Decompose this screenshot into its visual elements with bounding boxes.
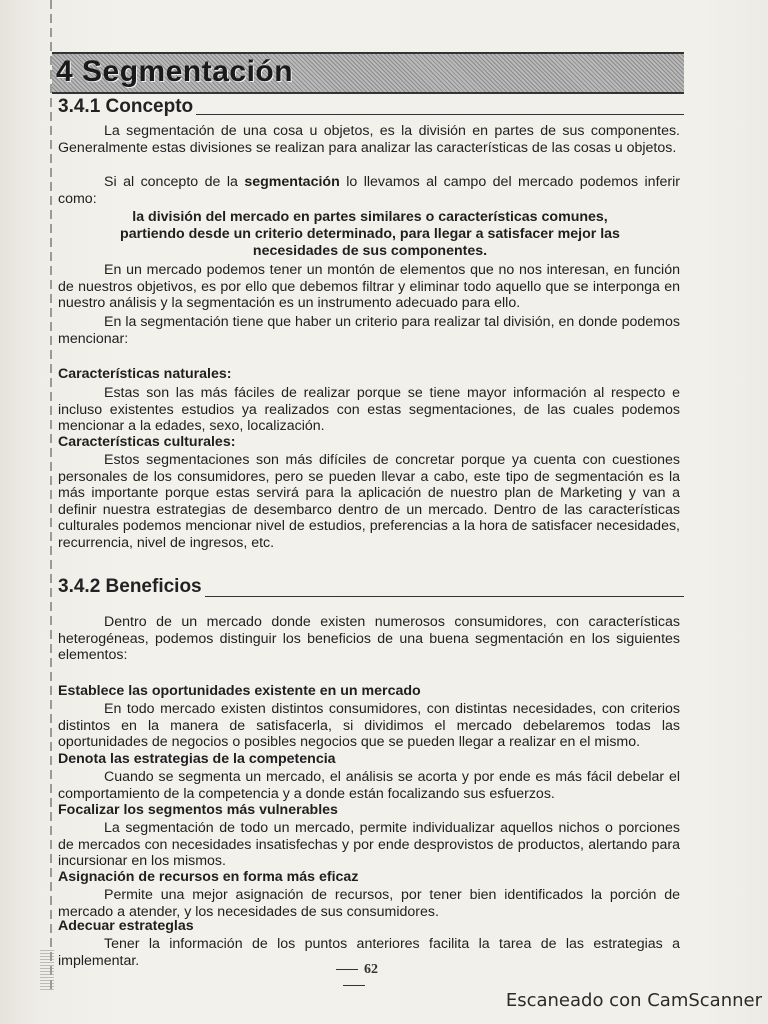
keyword-segmentacion: segmentación (244, 174, 340, 190)
paragraph-adecuar-estrategias: Tener la información de los puntos anteriores facilita la tarea de las estrategias a implementar. (58, 936, 680, 969)
subheading-segmentos-vulnerables: Focalizar los segmentos más vulnerables (58, 802, 338, 818)
section-heading-concepto: 3.4.1 Concepto (58, 96, 194, 117)
subheading-asignacion-recursos: Asignación de recursos en forma más eficaz (58, 869, 359, 885)
section-rule (205, 596, 684, 597)
margin-line (50, 0, 52, 990)
paragraph-beneficios-intro: Dentro de un mercado donde existen numerosos consumidores, con características heterogéneas, podemos distinguir los beneficios de una buena segmentación en los siguientes elementos: (58, 614, 680, 664)
paragraph-asignacion-recursos: Permite una mejor asignación de recursos, por tener bien identificados la porción de mercado a atender, y los necesidades de sus consumidores. (58, 887, 680, 920)
paragraph-segmentos-vulnerables: La segmentación de todo un mercado, permite individualizar aquellos nichos o porciones de mercados con necesidades insatisfechas y por ende desprovistos de productos, alertando para incursionar en los mismos. (58, 820, 680, 870)
paragraph-concepto-3: En un mercado podemos tener un montón de elementos que no nos interesan, en función de nuestros objetivos, es por ello que debemos filtrar y eliminar todo aquello que se interponga en nuestro análisis y la segmentación es un instrumento adecuado para ello. (58, 262, 680, 312)
subheading-adecuar-estrategias: Adecuar estrateglas (58, 918, 194, 934)
paragraph-concepto-1: La segmentación de una cosa u objetos, es la división en partes de sus componentes. Generalmente estas divisiones se realizan para analizar las características de las cosas u objetos. (58, 123, 680, 156)
section-heading-beneficios: 3.4.2 Beneficios (58, 576, 202, 597)
chapter-banner (52, 52, 684, 94)
paragraph-concepto-4: En la segmentación tiene que haber un criterio para realizar tal división, en donde podemos mencionar: (58, 314, 680, 347)
paragraph-culturales: Estos segmentaciones son más difíciles de concretar porque ya cuenta con cuestiones personales de los consumidores, pero se pueden llevar a cabo, este tipo de segmentación es la más importante porque estas servirá para la aplicación de nuestro plan de Marketing y van a definir nuestra estrategias de desembarco dentro de un mercado. Dentro de las características culturales podemos mencionar nivel de estudios, preferencias a la hora de satisfacer necesidades, recurrencia, nivel de ingresos, etc. (58, 452, 680, 551)
paragraph-text: Si al concepto de la (104, 174, 245, 190)
definition-text: la división del mercado en partes similares o características comunes, partiendo desde un criterio determinado, para llegar a satisfacer mejor las necesidades de sus componentes. (120, 209, 620, 259)
camscanner-watermark: Escaneado con CamScanner (505, 990, 762, 1011)
subheading-caracteristicas-culturales: Características culturales: (58, 434, 236, 450)
subheading-caracteristicas-naturales: Características naturales: (58, 366, 232, 382)
paragraph-competencia: Cuando se segmenta un mercado, el análisis se acorta y por ende es más fácil debelar el comportamiento de la competencia y a donde están focalizando sus esfuerzos. (58, 769, 680, 802)
paragraph-text: lo llevamos al campo del mercado podemos inferir como: (58, 174, 681, 207)
scan-edge-mark (40, 950, 54, 990)
paragraph-naturales: Estas son las más fáciles de realizar porque se tiene mayor información al respecto e incluso existentes estudios ya realizados con estas segmentaciones, de las cuales podemos mencionar a la edades, sexo, localización. (58, 385, 680, 435)
subheading-oportunidades: Establece las oportunidades existente en un mercado (58, 683, 421, 699)
page-number: 62 (314, 962, 394, 994)
paragraph-oportunidades: En todo mercado existen distintos consumidores, con distintas necesidades, con criterios distintos en la manera de satisfacerla, si dividimos el mercado debelaremos todas las oportunidades de negocios o posibles negocios que se pueden llegar a realizar en el mismo. (58, 701, 680, 751)
paragraph-concepto-2 (58, 174, 680, 207)
subheading-competencia: Denota las estrategias de la competencia (58, 751, 336, 767)
chapter-title: 4 Segmentación (56, 55, 294, 88)
section-rule (196, 114, 684, 115)
